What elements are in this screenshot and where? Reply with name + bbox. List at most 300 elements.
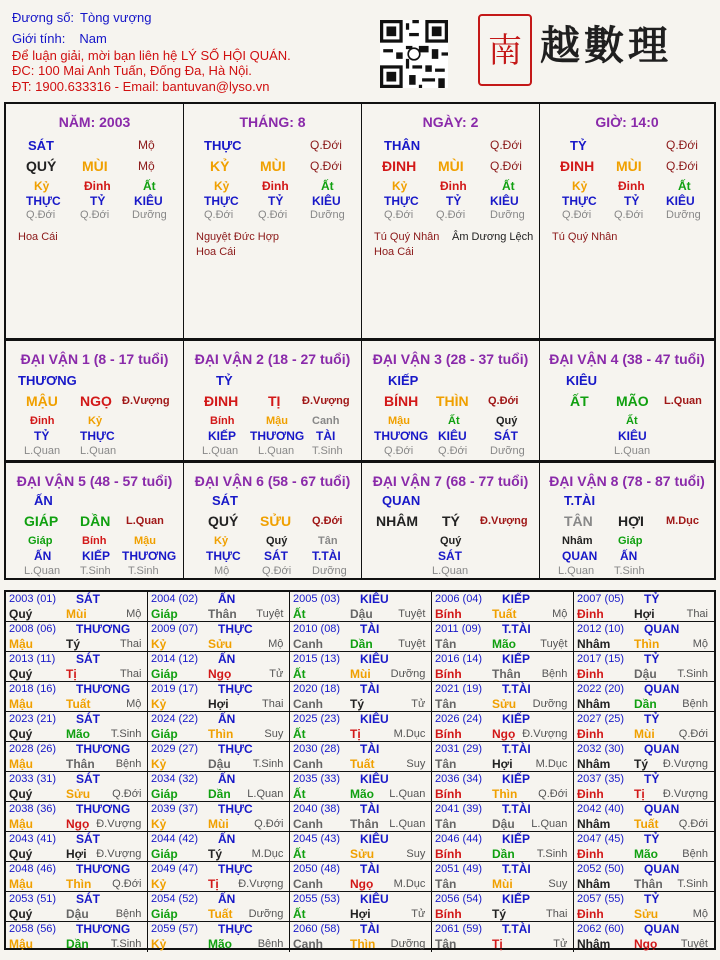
year-cell [6,922,148,952]
year-branch: Thân [208,607,237,621]
dai-van-cell: ĐẠI VẬN 6 (58 - 67 tuổi) SÁT QUÝ SỬU Q.Đới Kỷ Quý Tân THỰC SÁT T.TÀI Mộ Q.Đới Dưỡng [184,463,362,578]
year-cell [432,712,574,742]
year-cell [6,712,148,742]
year-stem: Giáp [151,667,178,681]
year-stage: Mộ [692,908,708,920]
dai-van-cell: ĐẠI VẬN 2 (18 - 27 tuổi) TỶ ĐINH TỊ Đ.Vượng Bính Mậu Canh KIẾP THƯƠNG TÀI L.Quan L.Quan T.Sinh [184,341,362,460]
year-stem: Tân [435,817,457,831]
year-branch: Hợi [634,607,655,621]
year-stage: Bệnh [682,848,708,860]
year-branch: Thìn [66,877,92,891]
year-god: KIÊU [360,832,389,846]
pillar-day: NGÀY: 2 THÂN Q.Đới ĐINH MÙI Q.Đới Kỷ Đinh Ất THỰC TỶ KIÊU Q.Đới Q.Đới Dưỡng Tú Quý Nhân Âm Dương Lệch Hoa Cái [362,104,540,338]
year-stem: Giáp [151,607,178,621]
year-god: TÀI [360,922,380,936]
year-label: 2015 (13) [293,653,341,665]
year-branch: Ngọ [350,877,374,891]
year-label: 2062 (60) [577,923,625,935]
year-branch: Mùi [634,727,655,741]
year-god: TÀI [360,742,380,756]
year-label: 2045 (43) [293,833,341,845]
year-stage: Bệnh [115,908,142,920]
year-branch: Tuất [66,697,91,711]
year-cell [6,832,148,862]
year-branch: Ngọ [208,667,232,681]
year-stage: Tử [269,668,284,680]
year-stage: M.Dục [393,878,426,890]
year-god: THƯƠNG [76,622,131,636]
year-cell [574,892,714,922]
year-stage: M.Dục [535,758,568,770]
year-branch: Dậu [634,667,657,681]
year-god: ẤN [218,772,236,786]
year-label: 2006 (04) [435,593,483,605]
year-cell [290,892,432,922]
year-branch: Mão [66,727,90,741]
year-branch: Mão [208,937,232,951]
year-branch: Hợi [492,757,513,771]
year-label: 2014 (12) [151,653,199,665]
year-stage: Suy [264,728,284,740]
year-god: KIẾP [502,592,531,606]
year-stage: Dưỡng [390,938,426,950]
year-branch: Sửu [492,697,517,711]
year-branch: Dậu [492,817,515,831]
year-label: 2018 (16) [9,683,57,695]
year-branch: Tuất [350,757,375,771]
year-stem: Nhâm [577,937,611,951]
year-cell [574,832,714,862]
year-stem: Nhâm [577,697,611,711]
year-cell [574,622,714,652]
year-stage: Đ.Vượng [662,758,708,770]
year-stem: Tân [435,757,457,771]
year-cell [148,802,290,832]
year-god: ẤN [218,892,236,906]
year-cell [290,802,432,832]
year-god: T.TÀI [502,742,531,756]
year-label: 2032 (30) [577,743,625,755]
year-label: 2020 (18) [293,683,341,695]
year-stem: Bính [435,847,462,861]
year-label: 2047 (45) [577,833,625,845]
year-stage: Q.Đới [112,788,142,800]
year-stem: Kỷ [151,757,167,771]
address-line: ĐC: 100 Mai Anh Tuấn, Đống Đa, Hà Nội. [12,63,252,78]
year-god: SÁT [76,772,100,786]
year-god: T.TÀI [502,682,531,696]
year-branch: Hợi [350,907,371,921]
dai-van-row-1 [4,340,716,462]
year-god: KIÊU [360,712,389,726]
year-stage: Thai [119,638,142,650]
year-god: TỶ [644,892,660,906]
year-stage: Bệnh [257,938,284,950]
year-god: KIÊU [360,892,389,906]
year-branch: Hợi [208,697,229,711]
year-cell [432,832,574,862]
pillar-title: NĂM: 2003 [58,114,131,130]
year-cell [148,892,290,922]
year-cell [290,922,432,952]
year-stem: Ất [293,787,306,801]
year-god: THƯƠNG [76,922,131,936]
year-stem: Canh [293,757,323,771]
year-cell [148,592,290,622]
year-stem: Mậu [9,817,33,831]
year-god: KIÊU [360,772,389,786]
year-stage: Tuyệt [680,938,708,950]
year-god: THƯƠNG [76,802,131,816]
year-stage: Đ.Vượng [96,818,142,830]
year-label: 2027 (25) [577,713,625,725]
year-cell [6,652,148,682]
year-god: TÀI [360,862,380,876]
dai-van-cell: ĐẠI VẬN 8 (78 - 87 tuổi) T.TÀI TÂN HỢI M.Dục Nhâm Giáp QUAN ẤN L.Quan T.Sinh [549,473,705,577]
year-stem: Canh [293,877,323,891]
year-god: SÁT [76,832,100,846]
year-branch: Tị [66,667,77,681]
year-god: TỶ [644,652,660,666]
year-cell [6,862,148,892]
year-god: T.TÀI [502,922,531,936]
year-stem: Canh [293,697,323,711]
year-cell [6,592,148,622]
year-label: 2033 (31) [9,773,57,785]
year-cell [290,682,432,712]
year-stem: Nhâm [577,757,611,771]
year-stage: Q.Đới [538,788,568,800]
year-stem: Canh [293,637,323,651]
year-stage: Suy [406,848,426,860]
year-cell [432,682,574,712]
year-god: SÁT [76,652,100,666]
year-cell [432,772,574,802]
year-branch: Ngọ [492,727,516,741]
year-branch: Dần [208,787,231,801]
year-label: 2049 (47) [151,863,199,875]
year-cell [148,832,290,862]
owner-line: Đương số: Tòng vượng [12,10,152,25]
year-stem: Tân [435,877,457,891]
dai-van-cell: ĐẠI VẬN 1 (8 - 17 tuổi) THƯƠNG MẬU NGỌ Đ.Vượng Đinh Kỷ TỶ THỰC L.Quan L.Quan [6,341,184,460]
year-god: TÀI [360,682,380,696]
year-branch: Mùi [350,667,371,681]
year-label: 2012 (10) [577,623,625,635]
phone-email-line: ĐT: 1900.633316 - Email: bantuvan@lyso.vn [12,79,270,94]
pillar-title: NGÀY: 2 [422,114,479,130]
year-stage: T.Sinh [110,938,142,950]
year-stage: L.Quan [531,818,568,830]
year-label: 2019 (17) [151,683,199,695]
year-stem: Bính [435,727,462,741]
dai-van-cell: ĐẠI VẬN 5 (48 - 57 tuổi) ẤN GIÁP DẦN L.Quan Giáp Bính Mậu ẤN KIẾP THƯƠNG L.Quan T.Sinh T.Sinh [6,463,184,578]
year-stage: Q.Đới [112,878,142,890]
year-stem: Đinh [577,787,604,801]
pillar-hour: GIỜ: 14:0 TỶ Q.Đới ĐINH MÙI Q.Đới Kỷ Đinh Ất THỰC TỶ KIÊU Q.Đới Q.Đới Dưỡng Tú Quý Nhân [540,104,714,338]
year-branch: Thân [350,817,379,831]
year-stage: L.Quan [389,818,426,830]
year-branch: Tị [634,787,645,801]
year-cell [290,592,432,622]
year-cell [6,682,148,712]
year-branch: Thìn [350,937,376,951]
year-label: 2043 (41) [9,833,57,845]
year-stage: Tuyệt [398,608,426,620]
year-cell [432,652,574,682]
year-stem: Nhâm [577,817,611,831]
year-stem: Đinh [577,727,604,741]
year-stage: L.Quan [389,788,426,800]
year-branch: Tý [350,697,365,711]
year-cell [574,682,714,712]
year-god: KIẾP [502,832,531,846]
year-stage: M.Dục [251,848,284,860]
year-god: KIẾP [502,712,531,726]
year-stage: T.Sinh [252,758,284,770]
year-stage: Dưỡng [390,668,426,680]
year-stem: Quý [9,667,33,681]
year-stage: Q.Đới [254,818,284,830]
year-god: TỶ [644,712,660,726]
year-stage: Dưỡng [532,698,568,710]
year-god: TÀI [360,622,380,636]
year-stem: Tân [435,937,457,951]
year-god: ẤN [218,592,236,606]
year-label: 2056 (54) [435,893,483,905]
annual-luck-grid [4,590,716,950]
pillar-year: NĂM: 2003 SÁT Mộ QUÝ MÙI Mộ Kỷ Đinh Ất THỰC TỶ KIÊU Q.Đới Q.Đới Dưỡng Hoa Cái [6,104,184,338]
year-label: 2048 (46) [9,863,57,875]
year-god: QUAN [644,742,680,756]
year-stem: Kỷ [151,697,167,711]
year-label: 2030 (28) [293,743,341,755]
year-stage: Bệnh [115,758,142,770]
year-cell [574,712,714,742]
year-cell [148,772,290,802]
year-cell [574,922,714,952]
year-stage: Thai [545,908,568,920]
year-branch: Dần [634,697,657,711]
year-stem: Kỷ [151,817,167,831]
year-branch: Dần [66,937,89,951]
year-stage: Mộ [552,608,568,620]
year-label: 2061 (59) [435,923,483,935]
year-stage: Tử [553,938,568,950]
year-god: TỶ [644,832,660,846]
year-label: 2013 (11) [9,653,56,665]
year-cell [148,742,290,772]
year-branch: Dậu [208,757,231,771]
year-stage: T.Sinh [677,668,708,680]
year-stage: Q.Đới [678,818,708,830]
year-branch: Mùi [492,877,513,891]
year-label: 2016 (14) [435,653,483,665]
year-stem: Bính [435,787,462,801]
year-branch: Thìn [634,637,660,651]
year-label: 2011 (09) [435,623,482,635]
year-branch: Tị [350,727,361,741]
year-stem: Giáp [151,787,178,801]
year-god: KIẾP [502,892,531,906]
header [0,0,720,100]
year-stage: Thai [119,668,142,680]
year-branch: Sửu [634,907,659,921]
year-label: 2038 (36) [9,803,57,815]
year-stem: Canh [293,937,323,951]
year-cell [148,622,290,652]
year-label: 2034 (32) [151,773,199,785]
year-label: 2037 (35) [577,773,625,785]
year-cell [290,772,432,802]
year-stem: Quý [9,727,33,741]
year-god: TỶ [644,592,660,606]
year-cell [6,622,148,652]
year-cell [148,862,290,892]
pillar-month: THÁNG: 8 THỰC Q.Đới KỶ MÙI Q.Đới Kỷ Đinh Ất THỰC TỶ KIÊU Q.Đới Q.Đới Dưỡng Nguyệt Đức Hợp Hoa Cái [184,104,362,338]
qr-code-icon[interactable] [380,20,448,88]
year-stage: Đ.Vượng [238,878,284,890]
year-god: KIÊU [360,592,389,606]
year-branch: Tuất [634,817,659,831]
year-god: THỰC [218,922,253,936]
year-stem: Giáp [151,847,178,861]
year-stage: Tuyệt [398,638,426,650]
year-stem: Ất [293,727,306,741]
year-label: 2041 (39) [435,803,483,815]
year-stage: Thai [686,608,708,620]
year-stem: Mậu [9,637,33,651]
year-label: 2053 (51) [9,893,57,905]
year-cell [574,802,714,832]
year-god: SÁT [76,712,100,726]
year-god: SÁT [76,892,100,906]
year-cell [290,742,432,772]
year-stem: Giáp [151,907,178,921]
year-stage: Mộ [692,638,708,650]
gender-line: Giới tính: Nam [12,31,107,46]
year-stem: Đinh [577,667,604,681]
year-branch: Tị [492,937,503,951]
year-god: SÁT [76,592,100,606]
year-stage: Suy [406,758,426,770]
year-god: THỰC [218,622,253,636]
year-cell [6,772,148,802]
year-cell [574,862,714,892]
pillar-title: GIỜ: 14:0 [595,114,659,130]
year-branch: Sửu [350,847,375,861]
year-branch: Ngọ [634,937,658,951]
dai-van-row-2 [4,462,716,580]
year-label: 2021 (19) [435,683,483,695]
year-label: 2035 (33) [293,773,341,785]
year-god: THƯƠNG [76,742,131,756]
year-stem: Quý [9,607,33,621]
pillar-title: THÁNG: 8 [239,114,306,130]
year-label: 2054 (52) [151,893,199,905]
year-god: KIÊU [360,652,389,666]
year-stage: Tử [411,698,426,710]
year-god: THỰC [218,682,253,696]
year-label: 2028 (26) [9,743,57,755]
year-cell [6,742,148,772]
year-stem: Quý [9,787,33,801]
year-stage: T.Sinh [677,878,708,890]
year-branch: Mùi [208,817,229,831]
year-stem: Mậu [9,937,33,951]
year-god: QUAN [644,622,680,636]
year-stem: Nhâm [577,877,611,891]
year-branch: Dậu [350,607,373,621]
year-stage: Bệnh [541,668,568,680]
year-label: 2036 (34) [435,773,483,785]
year-god: ẤN [218,832,236,846]
year-label: 2058 (56) [9,923,57,935]
year-cell [148,682,290,712]
contact-line: Để luận giải, mời bạn liên hệ LÝ SỐ HỘI QUÁN. [12,48,291,63]
year-cell [290,652,432,682]
year-branch: Thân [66,757,95,771]
year-label: 2023 (21) [9,713,57,725]
logo-text: 越數理 [540,22,672,69]
year-god: T.TÀI [502,802,531,816]
year-cell [432,922,574,952]
year-label: 2059 (57) [151,923,199,935]
year-cell [432,802,574,832]
year-stage: Mộ [268,638,284,650]
year-stem: Ất [293,667,306,681]
year-branch: Ngọ [66,817,90,831]
four-pillars-table [4,102,716,340]
year-label: 2055 (53) [293,893,341,905]
year-label: 2008 (06) [9,623,57,635]
year-cell [432,742,574,772]
year-god: THỰC [218,862,253,876]
year-cell [148,712,290,742]
year-cell [574,742,714,772]
year-stage: Dưỡng [248,908,284,920]
year-label: 2050 (48) [293,863,341,875]
year-stem: Giáp [151,727,178,741]
year-branch: Thìn [492,787,518,801]
year-stem: Ất [293,607,306,621]
year-god: TỶ [644,772,660,786]
year-branch: Tuất [208,907,233,921]
year-label: 2022 (20) [577,683,625,695]
year-stage: Bệnh [682,698,708,710]
year-label: 2031 (29) [435,743,483,755]
year-stage: Tuyệt [540,638,568,650]
year-stem: Nhâm [577,637,611,651]
year-stage: Tuyệt [256,608,284,620]
year-stem: Quý [9,907,33,921]
year-stage: Q.Đới [678,728,708,740]
year-label: 2060 (58) [293,923,341,935]
year-stage: M.Dục [393,728,426,740]
year-cell [432,892,574,922]
year-branch: Thân [492,667,521,681]
year-cell [6,892,148,922]
year-branch: Mão [634,847,658,861]
year-stage: T.Sinh [536,848,568,860]
year-label: 2025 (23) [293,713,341,725]
year-cell [6,802,148,832]
year-branch: Tuất [492,607,517,621]
year-stem: Đinh [577,847,604,861]
year-stem: Đinh [577,607,604,621]
year-stem: Ất [293,847,306,861]
year-label: 2004 (02) [151,593,199,605]
